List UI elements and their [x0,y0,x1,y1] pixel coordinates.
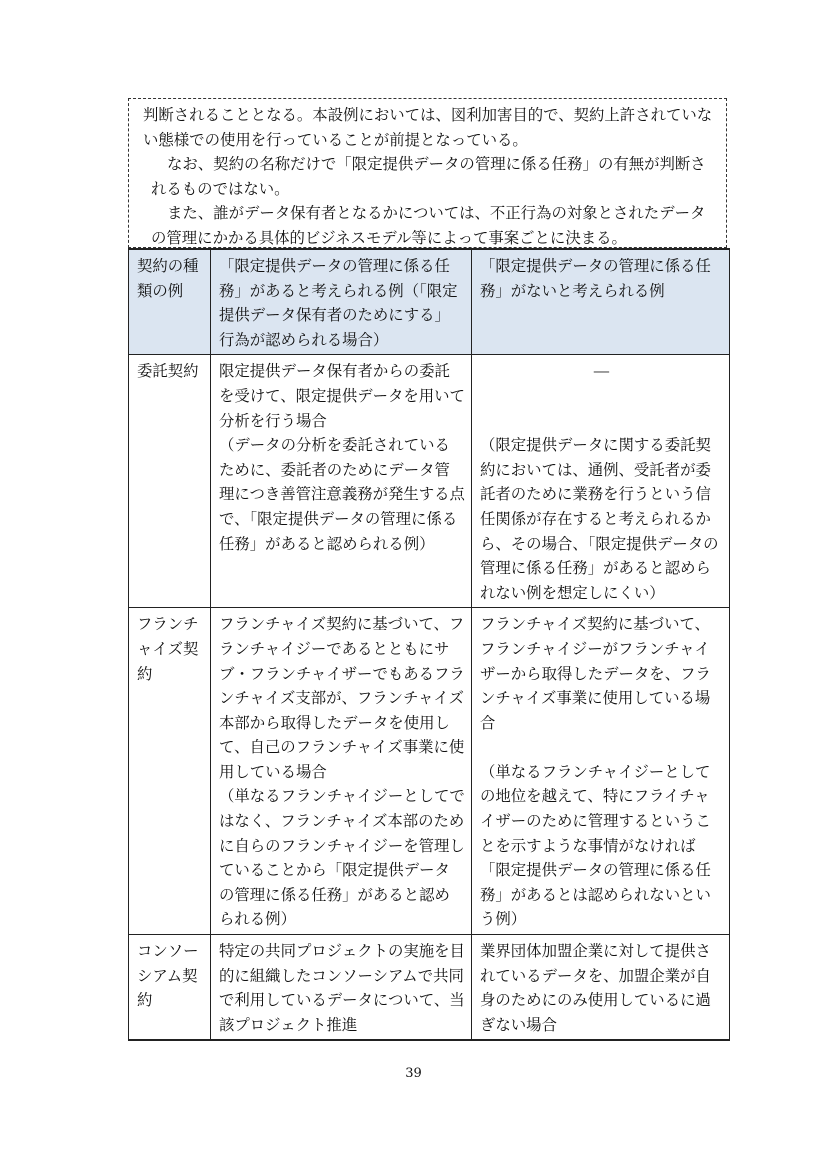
duty-absent-cell [472,935,730,1041]
duty-absent-cell [472,608,730,935]
header-contract-type: 契約の種類の例 [129,249,211,355]
table-row [129,935,730,1041]
intro-paragraph-1: 判断されることとなる。本設例においては、図利加害目的で、契約上許されていない態様での使用を行っていることが前提となっている。 [143,106,713,149]
duty-exists-note: （単なるフランチャイジーとしてではなく、フランチャイズ本部のために自らのフランチャイジーを管理していることから「限定提供データの管理に係る任務」があると認められる例） [219,787,465,929]
duty-absent-example: フランチャイズ契約に基づいて、フランチャイジーがフランチャイザーから取得したデータを、フランチャイズ事業に使用している場合 [480,615,711,732]
header-duty-absent: 「限定提供データの管理に係る任務」がないと考えられる例 [472,249,730,355]
contract-type-cell: 委託契約 [129,355,211,608]
duty-exists-cell [211,608,472,935]
contract-examples-table [128,248,730,1041]
contract-type-cell: コンソーシアム契約 [129,935,211,1041]
page-number: 39 [405,1066,422,1081]
duty-absent-example: ― [593,362,610,381]
table-row [129,608,730,935]
table-header-row [129,249,730,355]
header-duty-exists: 「限定提供データの管理に係る任務」があると考えられる例（「限定提供データ保有者のためにする」行為が認められる場合） [211,249,472,355]
duty-absent-example: 業界団体加盟企業に対して提供されているデータを、加盟企業が自身のためにのみ使用しているに過ぎない場合 [480,942,711,1034]
table-row [129,355,730,608]
intro-paragraph-3: また、誰がデータ保有者となるかについては、不正行為の対象とされたデータの管理にかかる具体的ビジネスモデル等によって事案ごとに決まる。 [151,204,706,247]
duty-absent-note: （限定提供データに関する委託契約においては、通例、受託者が委託者のために業務を行うという信任関係が存在すると考えられるから、その場合、「限定提供データの管理に係る任務」があると認められない例を想定しにくい） [480,436,719,602]
duty-exists-cell [211,355,472,608]
duty-exists-example: フランチャイズ契約に基づいて、フランチャイジーであるとともにサブ・フランチャイザーでもあるフランチャイズ支部が、フランチャイズ本部から取得したデータを使用して、自己のフランチャイズ事業に使用している場合 [219,615,465,781]
duty-absent-note: （単なるフランチャイジーとしての地位を越えて、特にフライチャイザーのために管理するということを示すような事情がなければ「限定提供データの管理に係る任務」があるとは認められないという例） [480,762,711,929]
duty-exists-note: （データの分析を委託されているために、委託者のためにデータ管理につき善管注意義務が発生する点で、「限定提供データの管理に係る任務」があると認められる例） [219,436,465,553]
duty-exists-example: 特定の共同プロジェクトの実施を目的に組織したコンソーシアムで共同で利用しているデータについて、当該プロジェクト推進 [219,942,465,1034]
intro-note-box [128,98,727,248]
duty-absent-cell [472,355,730,608]
intro-paragraph-2: なお、契約の名称だけで「限定提供データの管理に係る任務」の有無が判断されるものではない。 [151,155,706,198]
duty-exists-example: 限定提供データ保有者からの委託を受けて、限定提供データを用いて分析を行う場合 [219,362,465,430]
duty-exists-cell [211,935,472,1041]
contract-type-cell: フランチャイズ契約 [129,608,211,935]
